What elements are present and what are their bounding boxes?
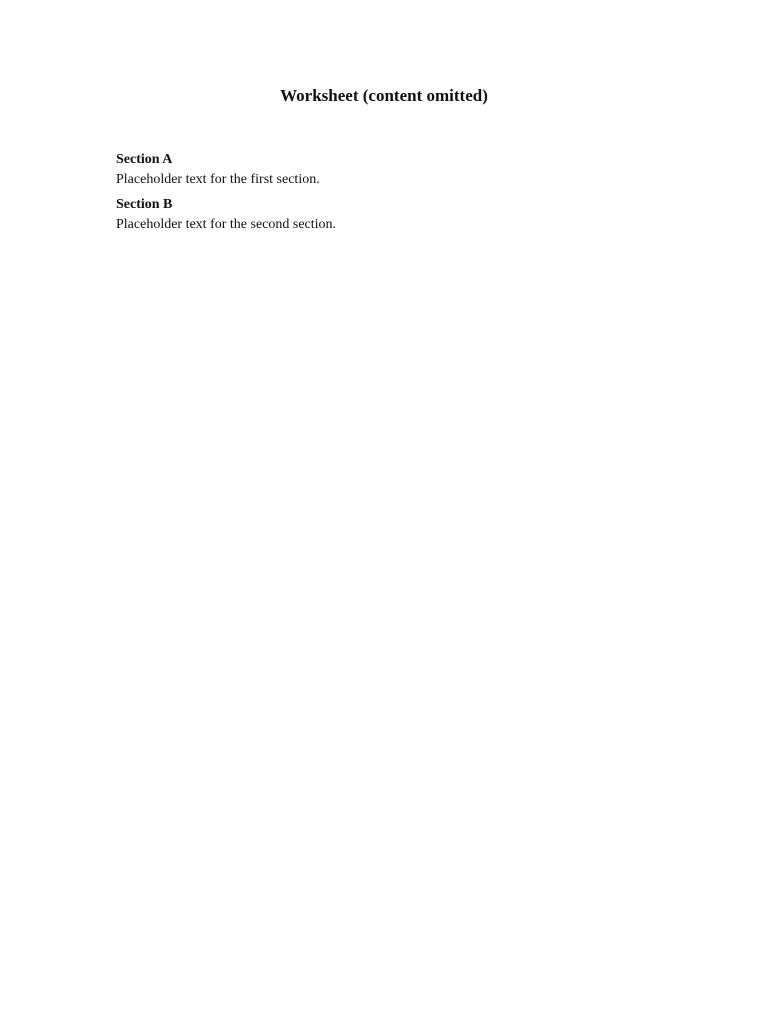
worksheet-title: Worksheet (content omitted)	[280, 86, 488, 105]
section-heading: Section B	[116, 197, 173, 212]
worksheet-body	[116, 150, 656, 240]
section-text: Placeholder text for the second section.	[116, 216, 337, 232]
section-heading: Section A	[116, 152, 173, 167]
section-text: Placeholder text for the first section.	[116, 171, 320, 187]
